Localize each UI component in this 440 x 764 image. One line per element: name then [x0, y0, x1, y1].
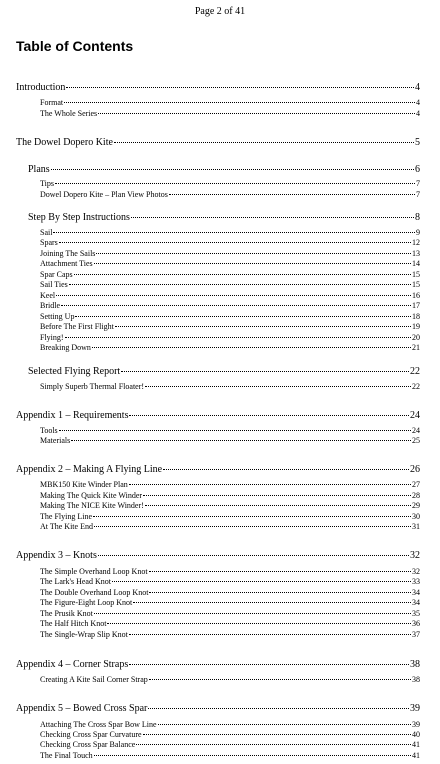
dot-leader: [74, 274, 411, 275]
dot-leader: [98, 555, 409, 556]
toc-entry-label: Making The Quick Kite Winder: [40, 491, 143, 500]
toc-entry-page: 8: [415, 212, 420, 223]
toc-entry-page: 32: [410, 550, 420, 561]
toc-entry-page: 22: [412, 382, 420, 391]
toc-entry-label: Plans: [28, 164, 50, 175]
dot-leader: [115, 326, 411, 327]
dot-leader: [133, 602, 411, 603]
toc-entry-page: 29: [412, 501, 420, 510]
toc-entry-page: 13: [412, 249, 420, 258]
toc-entry[interactable]: [40, 179, 420, 188]
toc-entry[interactable]: [40, 730, 420, 739]
dot-leader: [107, 623, 411, 624]
toc-entry-page: 7: [416, 179, 420, 188]
dot-leader: [94, 263, 411, 264]
toc-entry-page: 4: [415, 82, 420, 93]
toc-entry-page: 30: [412, 512, 420, 521]
toc-entry[interactable]: [40, 436, 420, 445]
toc-entry-label: The Final Touch: [40, 751, 93, 760]
toc-entry-label: The Double Overhand Loop Knot: [40, 588, 149, 597]
dot-leader: [163, 469, 409, 470]
toc-entry[interactable]: [40, 598, 420, 607]
toc-entry-label: The Half Hitch Knot: [40, 619, 107, 628]
toc-entry-page: 4: [416, 98, 420, 107]
dot-leader: [53, 232, 415, 233]
toc-entry[interactable]: [40, 259, 420, 268]
toc-entry-page: 28: [412, 491, 420, 500]
dot-leader: [51, 169, 414, 170]
toc-entry-page: 24: [410, 410, 420, 421]
toc-entry-page: 16: [412, 291, 420, 300]
dot-leader: [65, 337, 411, 338]
dot-leader: [112, 581, 411, 582]
toc-entry-label: Keel: [40, 291, 56, 300]
dot-leader: [129, 415, 409, 416]
toc-entry-page: 31: [412, 522, 420, 531]
toc-entry-label: The Flying Line: [40, 512, 92, 521]
toc-entry[interactable]: [28, 212, 420, 223]
toc-entry-page: 19: [412, 322, 420, 331]
toc-entry-label: At The Kite End: [40, 522, 93, 531]
toc-entry[interactable]: [40, 109, 420, 118]
dot-leader: [59, 430, 411, 431]
toc-entry-page: 39: [412, 720, 420, 729]
dot-leader: [143, 495, 411, 496]
toc-entry-page: 26: [410, 464, 420, 475]
toc-entry-page: 27: [412, 480, 420, 489]
toc-entry[interactable]: [16, 410, 420, 421]
toc-entry-page: 18: [412, 312, 420, 321]
toc-entry-label: The Prusik Knot: [40, 609, 93, 618]
toc-entry-page: 33: [412, 577, 420, 586]
toc-entry-label: The Simple Overhand Loop Knot: [40, 567, 148, 576]
toc-entry-label: The Whole Series: [40, 109, 98, 118]
toc-entry-label: Setting Up: [40, 312, 75, 321]
dot-leader: [92, 347, 411, 348]
toc-entry-label: Before The First Flight: [40, 322, 114, 331]
toc-entry-label: The Dowel Dopero Kite: [16, 137, 113, 148]
toc-entry-label: Joining The Sails: [40, 249, 96, 258]
toc-entry-label: Appendix 5 – Bowed Cross Spar: [16, 703, 148, 714]
toc-entry[interactable]: [40, 501, 420, 510]
toc-entry-page: 24: [412, 426, 420, 435]
toc-entry-label: Tips: [40, 179, 54, 188]
toc-entry-label: Breaking Down: [40, 343, 91, 352]
dot-leader: [158, 724, 411, 725]
toc-entry-label: MBK150 Kite Winder Plan: [40, 480, 128, 489]
toc-entry-label: The Figure-Eight Loop Knot: [40, 598, 133, 607]
toc-entry[interactable]: [28, 366, 420, 377]
toc-entry-label: Dowel Dopero Kite – Plan View Photos: [40, 190, 168, 199]
toc-entry-page: 9: [416, 228, 420, 237]
toc-entry[interactable]: [16, 659, 420, 670]
dot-leader: [149, 592, 411, 593]
dot-leader: [98, 113, 415, 114]
toc-entry[interactable]: [28, 164, 420, 175]
dot-leader: [145, 386, 411, 387]
toc-entry-page: 36: [412, 619, 420, 628]
dot-leader: [93, 516, 411, 517]
dot-leader: [66, 87, 414, 88]
toc-entry[interactable]: [40, 751, 420, 760]
toc-entry-label: Tools: [40, 426, 58, 435]
toc-entry-label: Attaching The Cross Spar Bow Line: [40, 720, 157, 729]
toc-entry[interactable]: [40, 619, 420, 628]
toc-entry-page: 20: [412, 333, 420, 342]
toc-entry[interactable]: [40, 322, 420, 331]
dot-leader: [75, 316, 411, 317]
toc-entry[interactable]: [40, 382, 420, 391]
dot-leader: [94, 526, 411, 527]
toc-entry-label: The Single-Wrap Slip Knot: [40, 630, 128, 639]
toc-entry[interactable]: [40, 577, 420, 586]
toc-entry-label: The Lark's Head Knot: [40, 577, 111, 586]
toc-entry[interactable]: [40, 343, 420, 352]
dot-leader: [169, 194, 415, 195]
dot-leader: [96, 253, 411, 254]
toc-entry[interactable]: [40, 512, 420, 521]
toc-entry[interactable]: [40, 522, 420, 531]
toc-entry-label: Sail: [40, 228, 53, 237]
page-number-header: Page 2 of 41: [194, 6, 246, 17]
toc-entry[interactable]: [40, 426, 420, 435]
toc-entry-label: Appendix 3 – Knots: [16, 550, 97, 561]
toc-entry[interactable]: [40, 270, 420, 279]
toc-entry[interactable]: [40, 190, 420, 199]
toc-entry-label: Materials: [40, 436, 71, 445]
toc-entry-page: 21: [412, 343, 420, 352]
toc-entry[interactable]: [40, 720, 420, 729]
toc-entry-page: 15: [412, 280, 420, 289]
toc-entry-page: 34: [412, 588, 420, 597]
dot-leader: [94, 755, 411, 756]
dot-leader: [149, 679, 411, 680]
toc-entry-page: 34: [412, 598, 420, 607]
dot-leader: [145, 505, 411, 506]
toc-entry[interactable]: [16, 464, 420, 475]
dot-leader: [129, 484, 411, 485]
toc-entry-label: Sail Ties: [40, 280, 68, 289]
dot-leader: [121, 371, 409, 372]
toc-entry-page: 41: [412, 751, 420, 760]
dot-leader: [129, 664, 409, 665]
toc-entry-label: Flying!: [40, 333, 64, 342]
dot-leader: [129, 634, 411, 635]
toc-entry-page: 40: [412, 730, 420, 739]
toc-entry-page: 38: [412, 675, 420, 684]
toc-entry-label: Checking Cross Spar Balance: [40, 740, 136, 749]
toc-entry-page: 12: [412, 238, 420, 247]
dot-leader: [94, 613, 411, 614]
toc-entry[interactable]: [40, 491, 420, 500]
dot-leader: [148, 708, 409, 709]
toc-entry-label: Selected Flying Report: [28, 366, 121, 377]
toc-entry[interactable]: [40, 630, 420, 639]
toc-entry-page: 17: [412, 301, 420, 310]
toc-entry[interactable]: [40, 609, 420, 618]
toc-entry[interactable]: [40, 675, 420, 684]
toc-entry[interactable]: [40, 301, 420, 310]
toc-entry[interactable]: [40, 333, 420, 342]
toc-entry-label: Checking Cross Spar Curvature: [40, 730, 142, 739]
toc-entry-label: Making The NICE Kite Winder!: [40, 501, 144, 510]
toc-entry-page: 39: [410, 703, 420, 714]
toc-entry-page: 15: [412, 270, 420, 279]
dot-leader: [114, 142, 414, 143]
dot-leader: [149, 571, 411, 572]
dot-leader: [131, 217, 414, 218]
toc-entry[interactable]: [40, 588, 420, 597]
toc-entry-page: 32: [412, 567, 420, 576]
toc-entry-label: Step By Step Instructions: [28, 212, 130, 223]
dot-leader: [56, 295, 411, 296]
toc-entry-label: Bridle: [40, 301, 60, 310]
dot-leader: [71, 440, 411, 441]
toc-entry-page: 38: [410, 659, 420, 670]
dot-leader: [143, 734, 411, 735]
toc-entry-page: 5: [415, 137, 420, 148]
toc-entry[interactable]: [40, 480, 420, 489]
toc-entry[interactable]: [40, 740, 420, 749]
toc-entry-page: 4: [416, 109, 420, 118]
toc-entry-label: Appendix 1 – Requirements: [16, 410, 129, 421]
toc-entry-label: Creating A Kite Sail Corner Strap: [40, 675, 148, 684]
toc-entry[interactable]: [40, 249, 420, 258]
toc-entry-page: 35: [412, 609, 420, 618]
toc-entry[interactable]: [40, 312, 420, 321]
toc-entry-page: 14: [412, 259, 420, 268]
toc-entry-label: Introduction: [16, 82, 66, 93]
toc-entry[interactable]: [16, 550, 420, 561]
toc-entry[interactable]: [40, 238, 420, 247]
dot-leader: [136, 744, 411, 745]
toc-entry-label: Appendix 2 – Making A Flying Line: [16, 464, 163, 475]
dot-leader: [69, 284, 411, 285]
toc-entry[interactable]: [16, 82, 420, 93]
toc-entry[interactable]: [16, 703, 420, 714]
toc-entry-label: Attachment Ties: [40, 259, 93, 268]
dot-leader: [59, 242, 411, 243]
toc-entry-label: Appendix 4 – Corner Straps: [16, 659, 129, 670]
dot-leader: [61, 305, 411, 306]
toc-entry-page: 37: [412, 630, 420, 639]
dot-leader: [64, 102, 415, 103]
dot-leader: [55, 183, 415, 184]
toc-entry[interactable]: [40, 291, 420, 300]
toc-entry-label: Format: [40, 98, 64, 107]
toc-entry[interactable]: [40, 228, 420, 237]
toc-entry-label: Simply Superb Thermal Floater!: [40, 382, 145, 391]
toc-entry[interactable]: [40, 98, 420, 107]
toc-entry[interactable]: [40, 280, 420, 289]
toc-title: Table of Contents: [16, 38, 134, 54]
toc-entry[interactable]: [40, 567, 420, 576]
toc-entry-page: 22: [410, 366, 420, 377]
toc-entry-label: Spars: [40, 238, 58, 247]
toc-entry-label: Spar Caps: [40, 270, 73, 279]
toc-entry-page: 7: [416, 190, 420, 199]
toc-entry[interactable]: [16, 137, 420, 148]
toc-entry-page: 41: [412, 740, 420, 749]
toc-entry-page: 25: [412, 436, 420, 445]
toc-entry-page: 6: [415, 164, 420, 175]
